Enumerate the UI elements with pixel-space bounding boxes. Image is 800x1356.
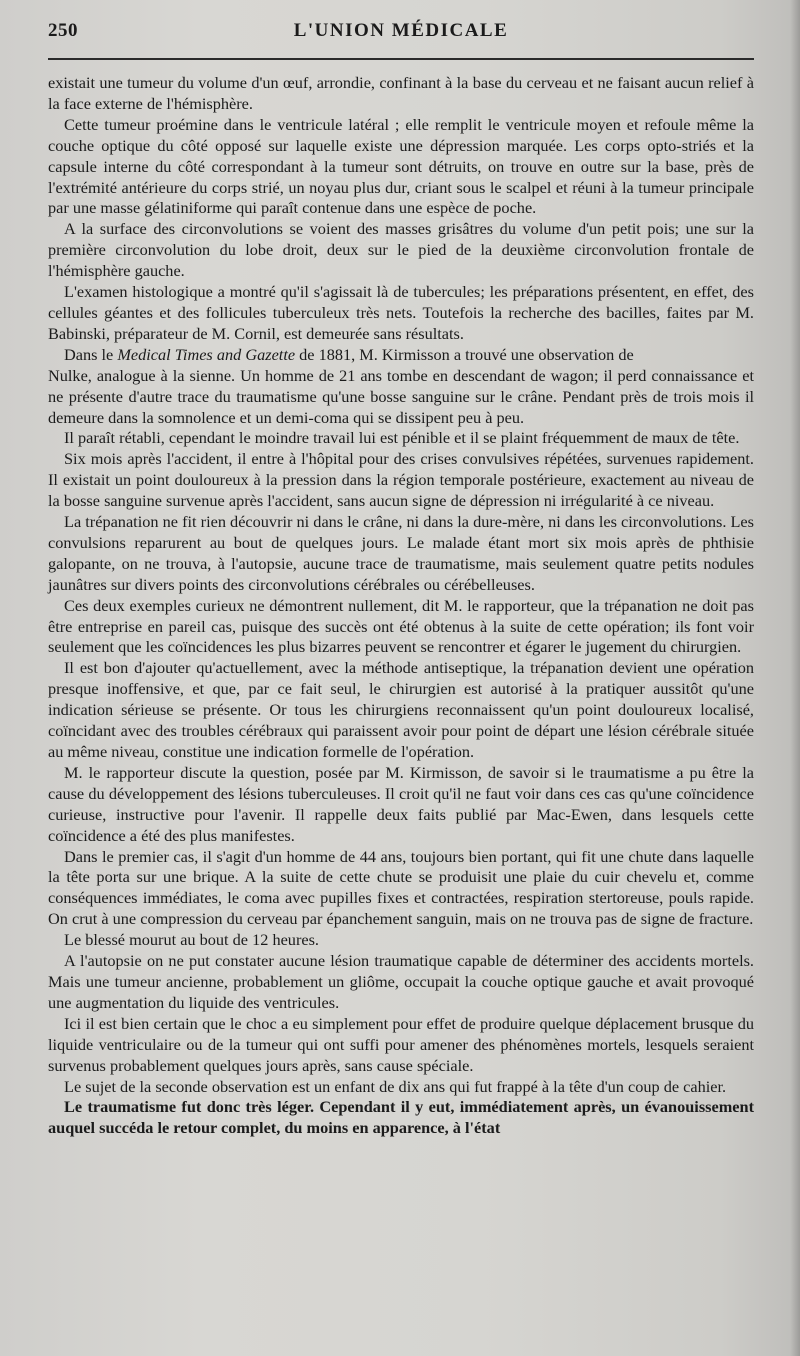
paragraph: existait une tumeur du volume d'un œuf, arrondie, confinant à la base du cerveau et ne faisant aucun relief à la face externe de l'hémisphère. [48, 73, 754, 113]
paragraph: La trépanation ne fit rien découvrir ni dans le crâne, ni dans la dure-mère, ni dans les circonvolutions. Les convulsions reparurent au bout de quelques jours. Le malade étant mort six mois après de phthisie galopante, on ne trouva, à l'autopsie, aucune trace de traumatisme, mais seulement quatre petits nodules jaunâtres sur divers points des circonvolutions cérébrales ou cérébelleuses. [48, 512, 754, 594]
paragraph-last: Le traumatisme fut donc très léger. Cependant il y eut, immédiatement après, un évanouissement auquel succéda le retour complet, du moins en apparence, à l'état [48, 1097, 754, 1138]
text-suffix: de 1881, M. Kirmisson a trouvé une observation de [295, 344, 634, 364]
paragraph-medical-times-intro [48, 345, 754, 366]
page-number: 250 [48, 20, 78, 41]
text-prefix: Dans le [64, 344, 118, 364]
paragraph: Le sujet de la seconde observation est un enfant de dix ans qui fut frappé à la tête d'un coup de cahier. [64, 1076, 727, 1096]
paragraph: Ici il est bien certain que le choc a eu simplement pour effet de produire quelque déplacement brusque du liquide ventriculaire ou de la tumeur qui ont suffi pour amener des phénomènes mortels, lesquels seraient survenus probablement quelques jours après, sans cause spéciale. [48, 1013, 754, 1075]
paragraph: A l'autopsie on ne put constater aucune lésion traumatique capable de déterminer des accidents mortels. Mais une tumeur ancienne, probablement un gliôme, occupait la couche optique gauche et avait provoqué une augmentation du liquide des ventricules. [48, 951, 754, 1012]
journal-title: L'UNION MÉDICALE [293, 20, 509, 41]
paragraph: Cette tumeur proémine dans le ventricule latéral ; elle remplit le ventricule moyen et refoule même la couche optique du côté opposé sur laquelle existe une dépression marquée. Les corps opto-striés et la capsule interne du côté correspondant à la tumeur sont détruits, on trouve en outre sur la base, près de l'extrémité antérieure du corps strié, un noyau plus dur, criant sous le scalpel et réuni à la tumeur principale par une masse gélatiniforme qui paraît contenue dans une espèce de poche. [48, 114, 754, 218]
page-header [48, 20, 754, 48]
paragraph: Dans le premier cas, il s'agit d'un homme de 44 ans, toujours bien portant, qui fit une chute dans laquelle la tête porta sur une brique. A la suite de cette chute se produisit une plaie du cuir chevelu et, comme conséquences immédiates, le coma avec pupilles fixes et contractées, respiration stertoreuse, pouls rapide. On crut à une compression du cerveau par épanchement sanguin, mais on ne trouva pas de signe de fracture. [48, 846, 754, 929]
paragraph: M. le rapporteur discute la question, posée par M. Kirmisson, de savoir si le traumatisme a pu être la cause du développement des lésions tuberculeuses. Il croit qu'il ne faut voir dans ces cas qu'une coïncidence curieuse, instructive pour l'avenir. Il rappelle deux faits publié par Mac-Ewen, dans lesquels cette coïncidence a été des plus manifestes. [48, 762, 754, 845]
article-body [48, 73, 754, 1139]
paragraph: Il est bon d'ajouter qu'actuellement, avec la méthode antiseptique, la trépanation devient une opération presque inoffensive, et que, par ce fait seul, le chirurgien est autorisé à la pratiquer aussitôt qu'une indication sérieuse se présente. Or tous les chirurgiens reconnaissent qu'un point douloureux localisé, coïncidant avec des troubles cérébraux qui paraissent avoir pour point de départ une lésion cérébrale située au même niveau, constitue une indication formelle de l'opération. [48, 658, 754, 761]
paragraph: A la surface des circonvolutions se voient des masses grisâtres du volume d'un petit pois; une sur la première circonvolution du lobe droit, deux sur le pied de la deuxième circonvolution frontale de l'hémisphère gauche. [48, 219, 754, 281]
journal-citation: Medical Times and Gazette [117, 344, 296, 364]
paragraph: Il paraît rétabli, cependant le moindre travail lui est pénible et il se plaint fréquemment de maux de tête. [64, 428, 740, 448]
header-rule [48, 58, 754, 60]
paragraph: Six mois après l'accident, il entre à l'hôpital pour des crises convulsives répétées, survenues rapidement. Il existait un point douloureux à la pression dans la région temporale postérieure, exactement au niveau de la bosse sanguine survenue après l'accident, sans aucun signe de dépression ni irrégularité à ce niveau. [48, 449, 754, 511]
paragraph: Nulke, analogue à la sienne. Un homme de 21 ans tombe en descendant de wagon; il perd connaissance et ne présente d'autre trace du traumatisme qu'une bosse sanguine sur le crâne. Pendant près de trois mois il demeure dans la somnolence et un demi-coma qui se dissipent peu à peu. [48, 365, 754, 427]
paragraph: L'examen histologique a montré qu'il s'agissait là de tubercules; les préparations présentent, en effet, des cellules géantes et des follicules tuberculeux très nets. Toutefois la recherche des bacilles, faites par M. Babinski, préparateur de M. Cornil, est demeurée sans résultats. [48, 282, 754, 343]
paragraph: Ces deux exemples curieux ne démontrent nullement, dit M. le rapporteur, que la trépanation ne doit pas être entreprise en pareil cas, puisque des succès ont été obtenus à la suite de cette opération; ils font voir seulement que les coïncidences les plus bizarres peuvent se rencontrer et égarer le jugement du chirurgien. [48, 595, 754, 657]
paragraph: Le blessé mourut au bout de 12 heures. [64, 930, 320, 950]
